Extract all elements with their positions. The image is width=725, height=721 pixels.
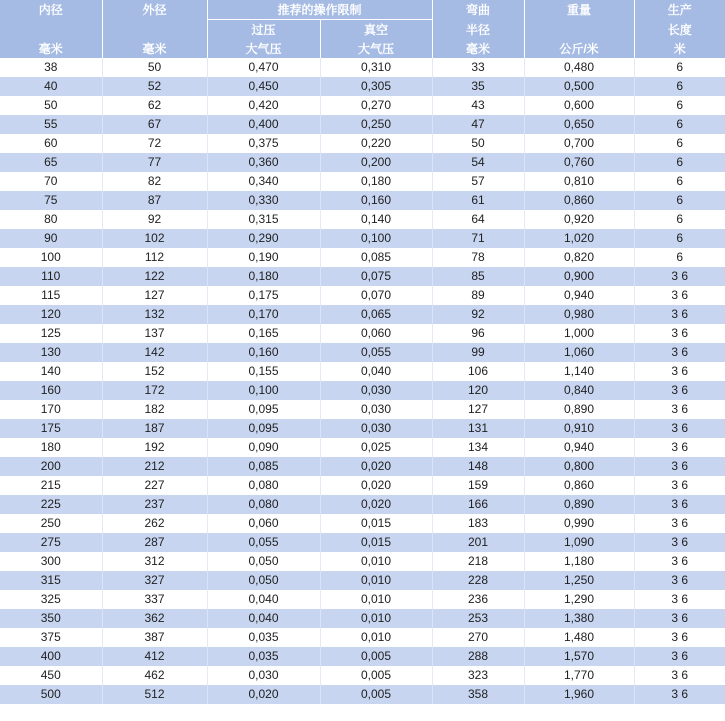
- table-row: [0, 381, 725, 400]
- table-row: [0, 324, 725, 343]
- cell-vacuum: 0,065: [320, 305, 432, 324]
- cell-weight: 0,920: [524, 210, 634, 229]
- cell-inner-diameter: 500: [0, 685, 102, 704]
- cell-bend-radius: 148: [432, 457, 524, 476]
- cell-outer-diameter: 102: [102, 229, 207, 248]
- cell-weight: 0,810: [524, 172, 634, 191]
- cell-outer-diameter: 227: [102, 476, 207, 495]
- cell-weight: 0,990: [524, 514, 634, 533]
- cell-vacuum: 0,020: [320, 476, 432, 495]
- unit-length: 米: [634, 39, 725, 58]
- cell-inner-diameter: 180: [0, 438, 102, 457]
- cell-overpressure: 0,060: [207, 514, 320, 533]
- cell-weight: 0,800: [524, 457, 634, 476]
- header-row-sub: [0, 20, 725, 40]
- table-row: [0, 229, 725, 248]
- cell-outer-diameter: 512: [102, 685, 207, 704]
- cell-outer-diameter: 287: [102, 533, 207, 552]
- header-vacuum: 真空: [320, 20, 432, 40]
- cell-weight: 1,960: [524, 685, 634, 704]
- cell-vacuum: 0,180: [320, 172, 432, 191]
- table-row: [0, 552, 725, 571]
- cell-inner-diameter: 110: [0, 267, 102, 286]
- cell-overpressure: 0,040: [207, 590, 320, 609]
- cell-length: 3 6: [634, 514, 725, 533]
- cell-overpressure: 0,090: [207, 438, 320, 457]
- unit-overpressure: 大气压: [207, 39, 320, 58]
- cell-bend-radius: 54: [432, 153, 524, 172]
- cell-length: 6: [634, 134, 725, 153]
- cell-outer-diameter: 137: [102, 324, 207, 343]
- cell-overpressure: 0,155: [207, 362, 320, 381]
- cell-weight: 1,480: [524, 628, 634, 647]
- cell-length: 3 6: [634, 419, 725, 438]
- cell-weight: 0,980: [524, 305, 634, 324]
- cell-overpressure: 0,055: [207, 533, 320, 552]
- table-row: [0, 362, 725, 381]
- cell-outer-diameter: 50: [102, 58, 207, 77]
- cell-bend-radius: 253: [432, 609, 524, 628]
- cell-outer-diameter: 112: [102, 248, 207, 267]
- cell-weight: 0,700: [524, 134, 634, 153]
- cell-outer-diameter: 77: [102, 153, 207, 172]
- cell-length: 3 6: [634, 400, 725, 419]
- cell-weight: 0,890: [524, 495, 634, 514]
- cell-inner-diameter: 130: [0, 343, 102, 362]
- header-row-units: [0, 39, 725, 58]
- cell-vacuum: 0,010: [320, 609, 432, 628]
- cell-bend-radius: 236: [432, 590, 524, 609]
- table-row: [0, 191, 725, 210]
- cell-bend-radius: 218: [432, 552, 524, 571]
- cell-overpressure: 0,315: [207, 210, 320, 229]
- cell-length: 6: [634, 229, 725, 248]
- cell-length: 3 6: [634, 381, 725, 400]
- cell-bend-radius: 89: [432, 286, 524, 305]
- cell-bend-radius: 183: [432, 514, 524, 533]
- cell-inner-diameter: 350: [0, 609, 102, 628]
- cell-bend-radius: 99: [432, 343, 524, 362]
- header-production: 生产: [634, 0, 725, 20]
- cell-weight: 1,380: [524, 609, 634, 628]
- cell-inner-diameter: 50: [0, 96, 102, 115]
- cell-overpressure: 0,400: [207, 115, 320, 134]
- cell-weight: 0,480: [524, 58, 634, 77]
- cell-overpressure: 0,030: [207, 666, 320, 685]
- header-row-main: [0, 0, 725, 20]
- table-row: [0, 267, 725, 286]
- cell-overpressure: 0,160: [207, 343, 320, 362]
- cell-overpressure: 0,165: [207, 324, 320, 343]
- cell-vacuum: 0,305: [320, 77, 432, 96]
- unit-inner-diameter: 毫米: [0, 39, 102, 58]
- cell-overpressure: 0,175: [207, 286, 320, 305]
- cell-bend-radius: 33: [432, 58, 524, 77]
- cell-inner-diameter: 70: [0, 172, 102, 191]
- cell-overpressure: 0,040: [207, 609, 320, 628]
- cell-bend-radius: 288: [432, 647, 524, 666]
- cell-bend-radius: 323: [432, 666, 524, 685]
- cell-vacuum: 0,005: [320, 685, 432, 704]
- cell-weight: 1,570: [524, 647, 634, 666]
- cell-length: 3 6: [634, 533, 725, 552]
- cell-length: 3 6: [634, 571, 725, 590]
- cell-inner-diameter: 225: [0, 495, 102, 514]
- cell-outer-diameter: 192: [102, 438, 207, 457]
- cell-bend-radius: 57: [432, 172, 524, 191]
- cell-overpressure: 0,095: [207, 400, 320, 419]
- table-row: [0, 495, 725, 514]
- cell-bend-radius: 92: [432, 305, 524, 324]
- cell-bend-radius: 358: [432, 685, 524, 704]
- cell-inner-diameter: 315: [0, 571, 102, 590]
- cell-length: 3 6: [634, 666, 725, 685]
- cell-outer-diameter: 212: [102, 457, 207, 476]
- cell-weight: 1,000: [524, 324, 634, 343]
- unit-vacuum: 大气压: [320, 39, 432, 58]
- cell-weight: 1,250: [524, 571, 634, 590]
- cell-outer-diameter: 362: [102, 609, 207, 628]
- cell-inner-diameter: 125: [0, 324, 102, 343]
- table-row: [0, 647, 725, 666]
- cell-inner-diameter: 60: [0, 134, 102, 153]
- cell-weight: 0,500: [524, 77, 634, 96]
- header-sub-empty: [102, 20, 207, 40]
- cell-vacuum: 0,015: [320, 533, 432, 552]
- cell-bend-radius: 96: [432, 324, 524, 343]
- cell-bend-radius: 85: [432, 267, 524, 286]
- cell-vacuum: 0,070: [320, 286, 432, 305]
- cell-vacuum: 0,010: [320, 628, 432, 647]
- cell-outer-diameter: 127: [102, 286, 207, 305]
- cell-inner-diameter: 55: [0, 115, 102, 134]
- cell-inner-diameter: 65: [0, 153, 102, 172]
- cell-vacuum: 0,010: [320, 590, 432, 609]
- cell-outer-diameter: 67: [102, 115, 207, 134]
- unit-outer-diameter: 毫米: [102, 39, 207, 58]
- cell-outer-diameter: 262: [102, 514, 207, 533]
- cell-length: 3 6: [634, 647, 725, 666]
- cell-outer-diameter: 337: [102, 590, 207, 609]
- cell-vacuum: 0,085: [320, 248, 432, 267]
- cell-inner-diameter: 375: [0, 628, 102, 647]
- cell-outer-diameter: 387: [102, 628, 207, 647]
- cell-outer-diameter: 182: [102, 400, 207, 419]
- cell-inner-diameter: 160: [0, 381, 102, 400]
- table-row: [0, 96, 725, 115]
- table-row: [0, 438, 725, 457]
- cell-outer-diameter: 327: [102, 571, 207, 590]
- cell-vacuum: 0,010: [320, 571, 432, 590]
- cell-overpressure: 0,340: [207, 172, 320, 191]
- cell-overpressure: 0,020: [207, 685, 320, 704]
- header-weight: 重量: [524, 0, 634, 20]
- cell-bend-radius: 106: [432, 362, 524, 381]
- table-row: [0, 533, 725, 552]
- cell-vacuum: 0,270: [320, 96, 432, 115]
- cell-length: 3 6: [634, 609, 725, 628]
- cell-weight: 1,140: [524, 362, 634, 381]
- cell-vacuum: 0,060: [320, 324, 432, 343]
- cell-overpressure: 0,470: [207, 58, 320, 77]
- cell-vacuum: 0,250: [320, 115, 432, 134]
- cell-inner-diameter: 38: [0, 58, 102, 77]
- cell-weight: 0,900: [524, 267, 634, 286]
- table-row: [0, 400, 725, 419]
- header-overpressure: 过压: [207, 20, 320, 40]
- cell-vacuum: 0,055: [320, 343, 432, 362]
- unit-bend-radius: 毫米: [432, 39, 524, 58]
- cell-bend-radius: 131: [432, 419, 524, 438]
- cell-length: 6: [634, 153, 725, 172]
- table-row: [0, 590, 725, 609]
- cell-length: 3 6: [634, 628, 725, 647]
- cell-weight: 1,020: [524, 229, 634, 248]
- cell-inner-diameter: 120: [0, 305, 102, 324]
- cell-bend-radius: 47: [432, 115, 524, 134]
- cell-inner-diameter: 215: [0, 476, 102, 495]
- cell-bend-radius: 127: [432, 400, 524, 419]
- cell-length: 3 6: [634, 457, 725, 476]
- cell-bend-radius: 270: [432, 628, 524, 647]
- cell-vacuum: 0,020: [320, 495, 432, 514]
- cell-weight: 0,940: [524, 286, 634, 305]
- cell-inner-diameter: 100: [0, 248, 102, 267]
- cell-vacuum: 0,015: [320, 514, 432, 533]
- cell-length: 3 6: [634, 438, 725, 457]
- cell-weight: 0,600: [524, 96, 634, 115]
- table-body: [0, 58, 725, 704]
- cell-outer-diameter: 312: [102, 552, 207, 571]
- cell-vacuum: 0,020: [320, 457, 432, 476]
- table-row: [0, 419, 725, 438]
- cell-outer-diameter: 72: [102, 134, 207, 153]
- cell-weight: 1,290: [524, 590, 634, 609]
- cell-outer-diameter: 82: [102, 172, 207, 191]
- cell-bend-radius: 159: [432, 476, 524, 495]
- cell-overpressure: 0,080: [207, 476, 320, 495]
- cell-bend-radius: 228: [432, 571, 524, 590]
- cell-outer-diameter: 87: [102, 191, 207, 210]
- cell-overpressure: 0,375: [207, 134, 320, 153]
- cell-length: 3 6: [634, 590, 725, 609]
- cell-inner-diameter: 400: [0, 647, 102, 666]
- cell-inner-diameter: 40: [0, 77, 102, 96]
- cell-vacuum: 0,200: [320, 153, 432, 172]
- cell-overpressure: 0,290: [207, 229, 320, 248]
- cell-vacuum: 0,100: [320, 229, 432, 248]
- cell-length: 3 6: [634, 343, 725, 362]
- cell-bend-radius: 35: [432, 77, 524, 96]
- table-row: [0, 685, 725, 704]
- header-bend: 弯曲: [432, 0, 524, 20]
- cell-overpressure: 0,450: [207, 77, 320, 96]
- cell-bend-radius: 61: [432, 191, 524, 210]
- cell-weight: 1,770: [524, 666, 634, 685]
- cell-weight: 0,860: [524, 191, 634, 210]
- cell-outer-diameter: 142: [102, 343, 207, 362]
- cell-overpressure: 0,085: [207, 457, 320, 476]
- cell-bend-radius: 64: [432, 210, 524, 229]
- cell-vacuum: 0,140: [320, 210, 432, 229]
- cell-bend-radius: 120: [432, 381, 524, 400]
- cell-inner-diameter: 450: [0, 666, 102, 685]
- cell-vacuum: 0,025: [320, 438, 432, 457]
- cell-vacuum: 0,010: [320, 552, 432, 571]
- cell-weight: 1,090: [524, 533, 634, 552]
- unit-weight: 公斤/米: [524, 39, 634, 58]
- cell-weight: 0,840: [524, 381, 634, 400]
- header-outer-diameter: 外径: [102, 0, 207, 20]
- cell-overpressure: 0,180: [207, 267, 320, 286]
- cell-length: 6: [634, 191, 725, 210]
- cell-overpressure: 0,080: [207, 495, 320, 514]
- cell-vacuum: 0,030: [320, 419, 432, 438]
- table-row: [0, 343, 725, 362]
- cell-overpressure: 0,050: [207, 571, 320, 590]
- table-row: [0, 58, 725, 77]
- table-row: [0, 476, 725, 495]
- table-row: [0, 248, 725, 267]
- header-sub-empty: [524, 20, 634, 40]
- cell-weight: 0,820: [524, 248, 634, 267]
- table-row: [0, 115, 725, 134]
- header-inner-diameter: 内径: [0, 0, 102, 20]
- cell-length: 6: [634, 210, 725, 229]
- cell-inner-diameter: 300: [0, 552, 102, 571]
- cell-overpressure: 0,360: [207, 153, 320, 172]
- cell-bend-radius: 78: [432, 248, 524, 267]
- cell-length: 3 6: [634, 476, 725, 495]
- table-row: [0, 286, 725, 305]
- cell-length: 3 6: [634, 552, 725, 571]
- cell-length: 3 6: [634, 305, 725, 324]
- cell-length: 3 6: [634, 685, 725, 704]
- header-length: 长度: [634, 20, 725, 40]
- table-row: [0, 134, 725, 153]
- cell-outer-diameter: 172: [102, 381, 207, 400]
- table-row: [0, 628, 725, 647]
- cell-outer-diameter: 52: [102, 77, 207, 96]
- cell-outer-diameter: 62: [102, 96, 207, 115]
- table-row: [0, 153, 725, 172]
- table-row: [0, 305, 725, 324]
- cell-length: 6: [634, 172, 725, 191]
- cell-weight: 0,910: [524, 419, 634, 438]
- cell-overpressure: 0,050: [207, 552, 320, 571]
- cell-outer-diameter: 462: [102, 666, 207, 685]
- cell-length: 6: [634, 115, 725, 134]
- cell-overpressure: 0,035: [207, 628, 320, 647]
- cell-vacuum: 0,030: [320, 381, 432, 400]
- cell-vacuum: 0,030: [320, 400, 432, 419]
- cell-length: 3 6: [634, 267, 725, 286]
- cell-vacuum: 0,040: [320, 362, 432, 381]
- cell-length: 6: [634, 77, 725, 96]
- cell-bend-radius: 134: [432, 438, 524, 457]
- cell-length: 3 6: [634, 495, 725, 514]
- cell-vacuum: 0,005: [320, 666, 432, 685]
- cell-weight: 1,180: [524, 552, 634, 571]
- cell-bend-radius: 71: [432, 229, 524, 248]
- table-row: [0, 77, 725, 96]
- header-operating-limits: 推荐的操作限制: [207, 0, 432, 20]
- cell-overpressure: 0,035: [207, 647, 320, 666]
- table-row: [0, 609, 725, 628]
- cell-length: 6: [634, 96, 725, 115]
- cell-weight: 0,940: [524, 438, 634, 457]
- cell-inner-diameter: 140: [0, 362, 102, 381]
- cell-outer-diameter: 187: [102, 419, 207, 438]
- cell-overpressure: 0,100: [207, 381, 320, 400]
- cell-overpressure: 0,330: [207, 191, 320, 210]
- table-row: [0, 571, 725, 590]
- cell-overpressure: 0,095: [207, 419, 320, 438]
- cell-inner-diameter: 250: [0, 514, 102, 533]
- cell-inner-diameter: 275: [0, 533, 102, 552]
- cell-bend-radius: 50: [432, 134, 524, 153]
- cell-weight: 0,890: [524, 400, 634, 419]
- cell-length: 3 6: [634, 286, 725, 305]
- cell-overpressure: 0,420: [207, 96, 320, 115]
- cell-vacuum: 0,310: [320, 58, 432, 77]
- cell-inner-diameter: 325: [0, 590, 102, 609]
- cell-inner-diameter: 115: [0, 286, 102, 305]
- cell-vacuum: 0,005: [320, 647, 432, 666]
- cell-length: 3 6: [634, 362, 725, 381]
- cell-inner-diameter: 80: [0, 210, 102, 229]
- cell-weight: 0,650: [524, 115, 634, 134]
- cell-bend-radius: 166: [432, 495, 524, 514]
- cell-inner-diameter: 175: [0, 419, 102, 438]
- table-row: [0, 666, 725, 685]
- cell-weight: 0,860: [524, 476, 634, 495]
- cell-outer-diameter: 152: [102, 362, 207, 381]
- cell-length: 3 6: [634, 324, 725, 343]
- table-row: [0, 172, 725, 191]
- table-row: [0, 514, 725, 533]
- cell-inner-diameter: 200: [0, 457, 102, 476]
- cell-overpressure: 0,170: [207, 305, 320, 324]
- cell-outer-diameter: 237: [102, 495, 207, 514]
- cell-vacuum: 0,075: [320, 267, 432, 286]
- table-row: [0, 457, 725, 476]
- cell-vacuum: 0,160: [320, 191, 432, 210]
- cell-length: 6: [634, 58, 725, 77]
- table-header: [0, 0, 725, 58]
- cell-length: 6: [634, 248, 725, 267]
- cell-weight: 0,760: [524, 153, 634, 172]
- cell-bend-radius: 201: [432, 533, 524, 552]
- cell-inner-diameter: 170: [0, 400, 102, 419]
- cell-overpressure: 0,190: [207, 248, 320, 267]
- cell-inner-diameter: 90: [0, 229, 102, 248]
- cell-outer-diameter: 92: [102, 210, 207, 229]
- cell-outer-diameter: 132: [102, 305, 207, 324]
- cell-weight: 1,060: [524, 343, 634, 362]
- cell-vacuum: 0,220: [320, 134, 432, 153]
- cell-outer-diameter: 412: [102, 647, 207, 666]
- header-sub-empty: [0, 20, 102, 40]
- table-row: [0, 210, 725, 229]
- cell-bend-radius: 43: [432, 96, 524, 115]
- cell-inner-diameter: 75: [0, 191, 102, 210]
- header-bend-radius: 半径: [432, 20, 524, 40]
- cell-outer-diameter: 122: [102, 267, 207, 286]
